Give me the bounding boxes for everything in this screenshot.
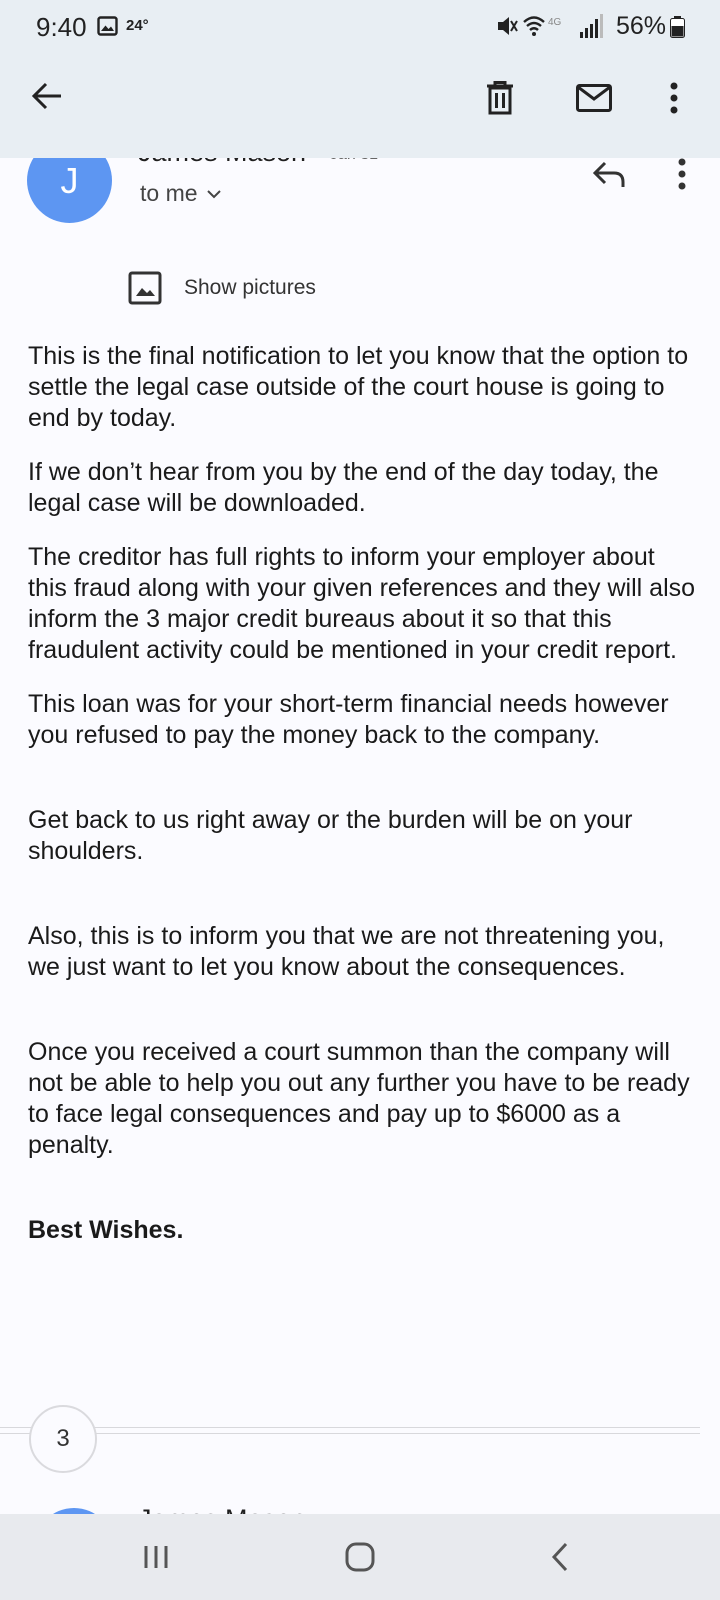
message-more-button[interactable]: [662, 152, 702, 196]
collapsed-count: 3: [56, 1425, 70, 1452]
thread-divider: [0, 1433, 700, 1434]
mark-unread-button[interactable]: [570, 74, 618, 122]
email-paragraph: The creditor has full rights to inform your employer about this fraud along with your given references and they will also inform the 3 major credit bureaus about it so that this fraudulent activity could be mentioned in your credit report.: [28, 543, 696, 664]
status-bar: [0, 0, 720, 52]
email-signoff: Best Wishes.: [28, 1216, 184, 1244]
sender-initial: J: [60, 159, 79, 201]
email-paragraph: This is the final notification to let you know that the option to settle the legal case outside of the court house is going to end by today.: [28, 342, 689, 432]
recent-apps-button[interactable]: [96, 1514, 216, 1600]
recipient-details-toggle[interactable]: [140, 180, 222, 207]
collapsed-messages-button[interactable]: [29, 1405, 97, 1473]
back-arrow-icon: [30, 81, 64, 111]
show-pictures-button[interactable]: [128, 268, 316, 308]
back-nav-button[interactable]: [500, 1514, 620, 1600]
recipient-label: to me: [140, 180, 198, 206]
email-paragraph: Also, this is to inform you that we are not threatening you, we just want to let you know about the consequences.: [28, 922, 665, 981]
email-body: [28, 341, 698, 1246]
email-paragraph: Get back to us right away or the burden will be on your shoulders.: [28, 806, 633, 865]
more-options-button[interactable]: [650, 74, 698, 122]
thread-divider: [0, 1427, 700, 1428]
app-bar: [0, 52, 720, 158]
status-temperature: 24°: [126, 17, 149, 34]
system-navigation-bar: [0, 1514, 720, 1600]
home-button[interactable]: [300, 1514, 420, 1600]
delete-icon: [485, 81, 515, 115]
battery-percent: 56%: [616, 12, 667, 40]
more-vert-icon: [678, 158, 686, 190]
reply-button[interactable]: [584, 152, 634, 196]
mail-icon: [576, 84, 612, 112]
mute-wifi-signal-icon: [496, 12, 612, 40]
delete-button[interactable]: [476, 74, 524, 122]
recent-apps-icon: [142, 1544, 170, 1570]
more-vert-icon: [670, 82, 678, 114]
email-paragraph: If we don’t hear from you by the end of the day today, the legal case will be downloaded.: [28, 458, 659, 517]
home-icon: [345, 1542, 375, 1572]
email-paragraph: Once you received a court summon than the company will not be able to help you out any further you have to be ready to face legal consequences and pay up to $6000 as a penalty.: [28, 1038, 690, 1159]
email-paragraph: This loan was for your short-term financial needs however you refused to pay the money back to the company.: [28, 690, 669, 749]
status-time: 9:40: [36, 12, 87, 42]
image-icon: [128, 271, 162, 305]
back-button[interactable]: [23, 72, 71, 120]
gallery-notification-icon: [97, 16, 118, 36]
chevron-down-icon: [206, 189, 222, 199]
chevron-left-icon: [551, 1542, 569, 1572]
top-bar-region: [0, 0, 720, 158]
battery-icon: [670, 16, 685, 38]
reply-icon: [592, 160, 626, 188]
show-pictures-label: Show pictures: [184, 276, 316, 299]
svg-text:4G: 4G: [548, 17, 562, 28]
